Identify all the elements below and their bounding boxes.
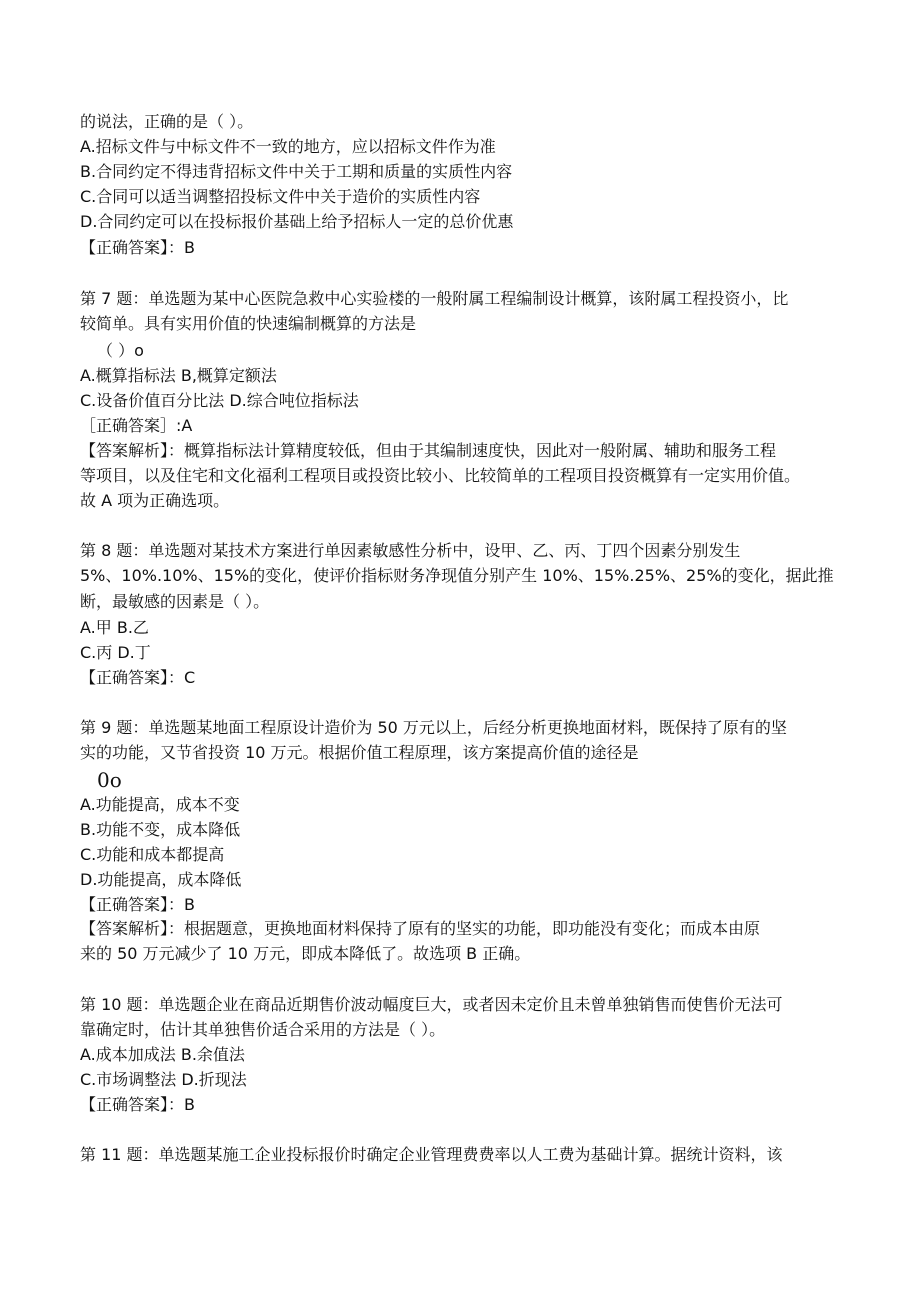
q8-stem-line1: 第 8 题：单选题对某技术方案进行单因素敏感性分析中，设甲、乙、丙、丁四个因素分别发生: [80, 541, 741, 560]
q7-stem-line3: （ ）o: [97, 341, 144, 360]
q9-stem-line2: 实的功能，又节省投资 10 万元。根据价值工程原理，该方案提高价值的途径是: [80, 743, 639, 762]
q9-option-d: D.功能提高，成本降低: [80, 870, 242, 889]
q9-analysis-line2: 来的 50 万元减少了 10 万元，即成本降低了。故选项 B 正确。: [80, 944, 531, 963]
q6-option-d: D.合同约定可以在投标报价基础上给予招标人一定的总价优惠: [80, 212, 514, 231]
q6-option-a: A.招标文件与中标文件不一致的地方，应以招标文件作为准: [80, 137, 496, 156]
q9-answer: 【正确答案】：B: [80, 895, 195, 914]
q8-options-ab: A.甲 B.乙: [80, 618, 149, 637]
q9-stem-line1: 第 9 题：单选题某地面工程原设计造价为 50 万元以上，后经分析更换地面材料，既保持了原有的坚: [80, 718, 787, 737]
q7-analysis-line1: 【答案解析】：概算指标法计算精度较低，但由于其编制速度快，因此对一般附属、辅助和服务工程: [80, 441, 777, 460]
q6-option-b: B.合同约定不得违背招标文件中关于工期和质量的实质性内容: [80, 162, 513, 181]
q6-answer: 【正确答案】：B: [80, 238, 195, 257]
q10-answer: 【正确答案】：B: [80, 1095, 195, 1114]
q7-options-cd: C.设备价值百分比法 D.综合吨位指标法: [80, 391, 359, 410]
q9-option-b: B.功能不变，成本降低: [80, 820, 241, 839]
q7-options-ab: A.概算指标法 B,概算定额法: [80, 366, 277, 385]
q9-analysis-line1: 【答案解析】：根据题意，更换地面材料保持了原有的坚实的功能，即功能没有变化；而成本由原: [80, 919, 761, 938]
q8-stem-line3: 断，最敏感的因素是（ ）。: [80, 592, 270, 611]
q7-analysis-line3: 故 A 项为正确选项。: [80, 491, 230, 510]
q10-options-ab: A.成本加成法 B.余值法: [80, 1045, 245, 1064]
q7-answer: ［正确答案］:A: [80, 416, 193, 435]
q8-answer: 【正确答案】：C: [80, 668, 196, 687]
q9-option-c: C.功能和成本都提高: [80, 845, 225, 864]
q9-option-a: A.功能提高，成本不变: [80, 795, 240, 814]
q10-stem-line1: 第 10 题：单选题企业在商品近期售价波动幅度巨大，或者因未定价且未曾单独销售而使售价无法可: [80, 995, 783, 1014]
q9-stem-line3: 0o: [97, 768, 122, 792]
q11-stem-line1: 第 11 题：单选题某施工企业投标报价时确定企业管理费费率以人工费为基础计算。据统计资料，该: [80, 1145, 783, 1164]
q10-stem-line2: 靠确定时，估计其单独售价适合采用的方法是（ ）。: [80, 1020, 446, 1039]
q8-stem-line2: 5%、10%.10%、15%的变化，使评价指标财务净现值分别产生 10%、15%.25%、25%的变化，据此推: [80, 566, 834, 585]
q6-stem-tail: 的说法，正确的是（ ）。: [80, 112, 254, 131]
q10-options-cd: C.市场调整法 D.折现法: [80, 1070, 247, 1089]
q6-option-c: C.合同可以适当调整招投标文件中关于造价的实质性内容: [80, 187, 481, 206]
q8-options-cd: C.丙 D.丁: [80, 643, 151, 662]
q7-stem-line2: 较简单。具有实用价值的快速编制概算的方法是: [80, 314, 417, 333]
q7-stem-line1: 第 7 题：单选题为某中心医院急救中心实验楼的一般附属工程编制设计概算，该附属工程投资小，比: [80, 289, 789, 308]
q7-analysis-line2: 等项目，以及住宅和文化福利工程项目或投资比较小、比较简单的工程项目投资概算有一定实用价值。: [80, 466, 801, 485]
